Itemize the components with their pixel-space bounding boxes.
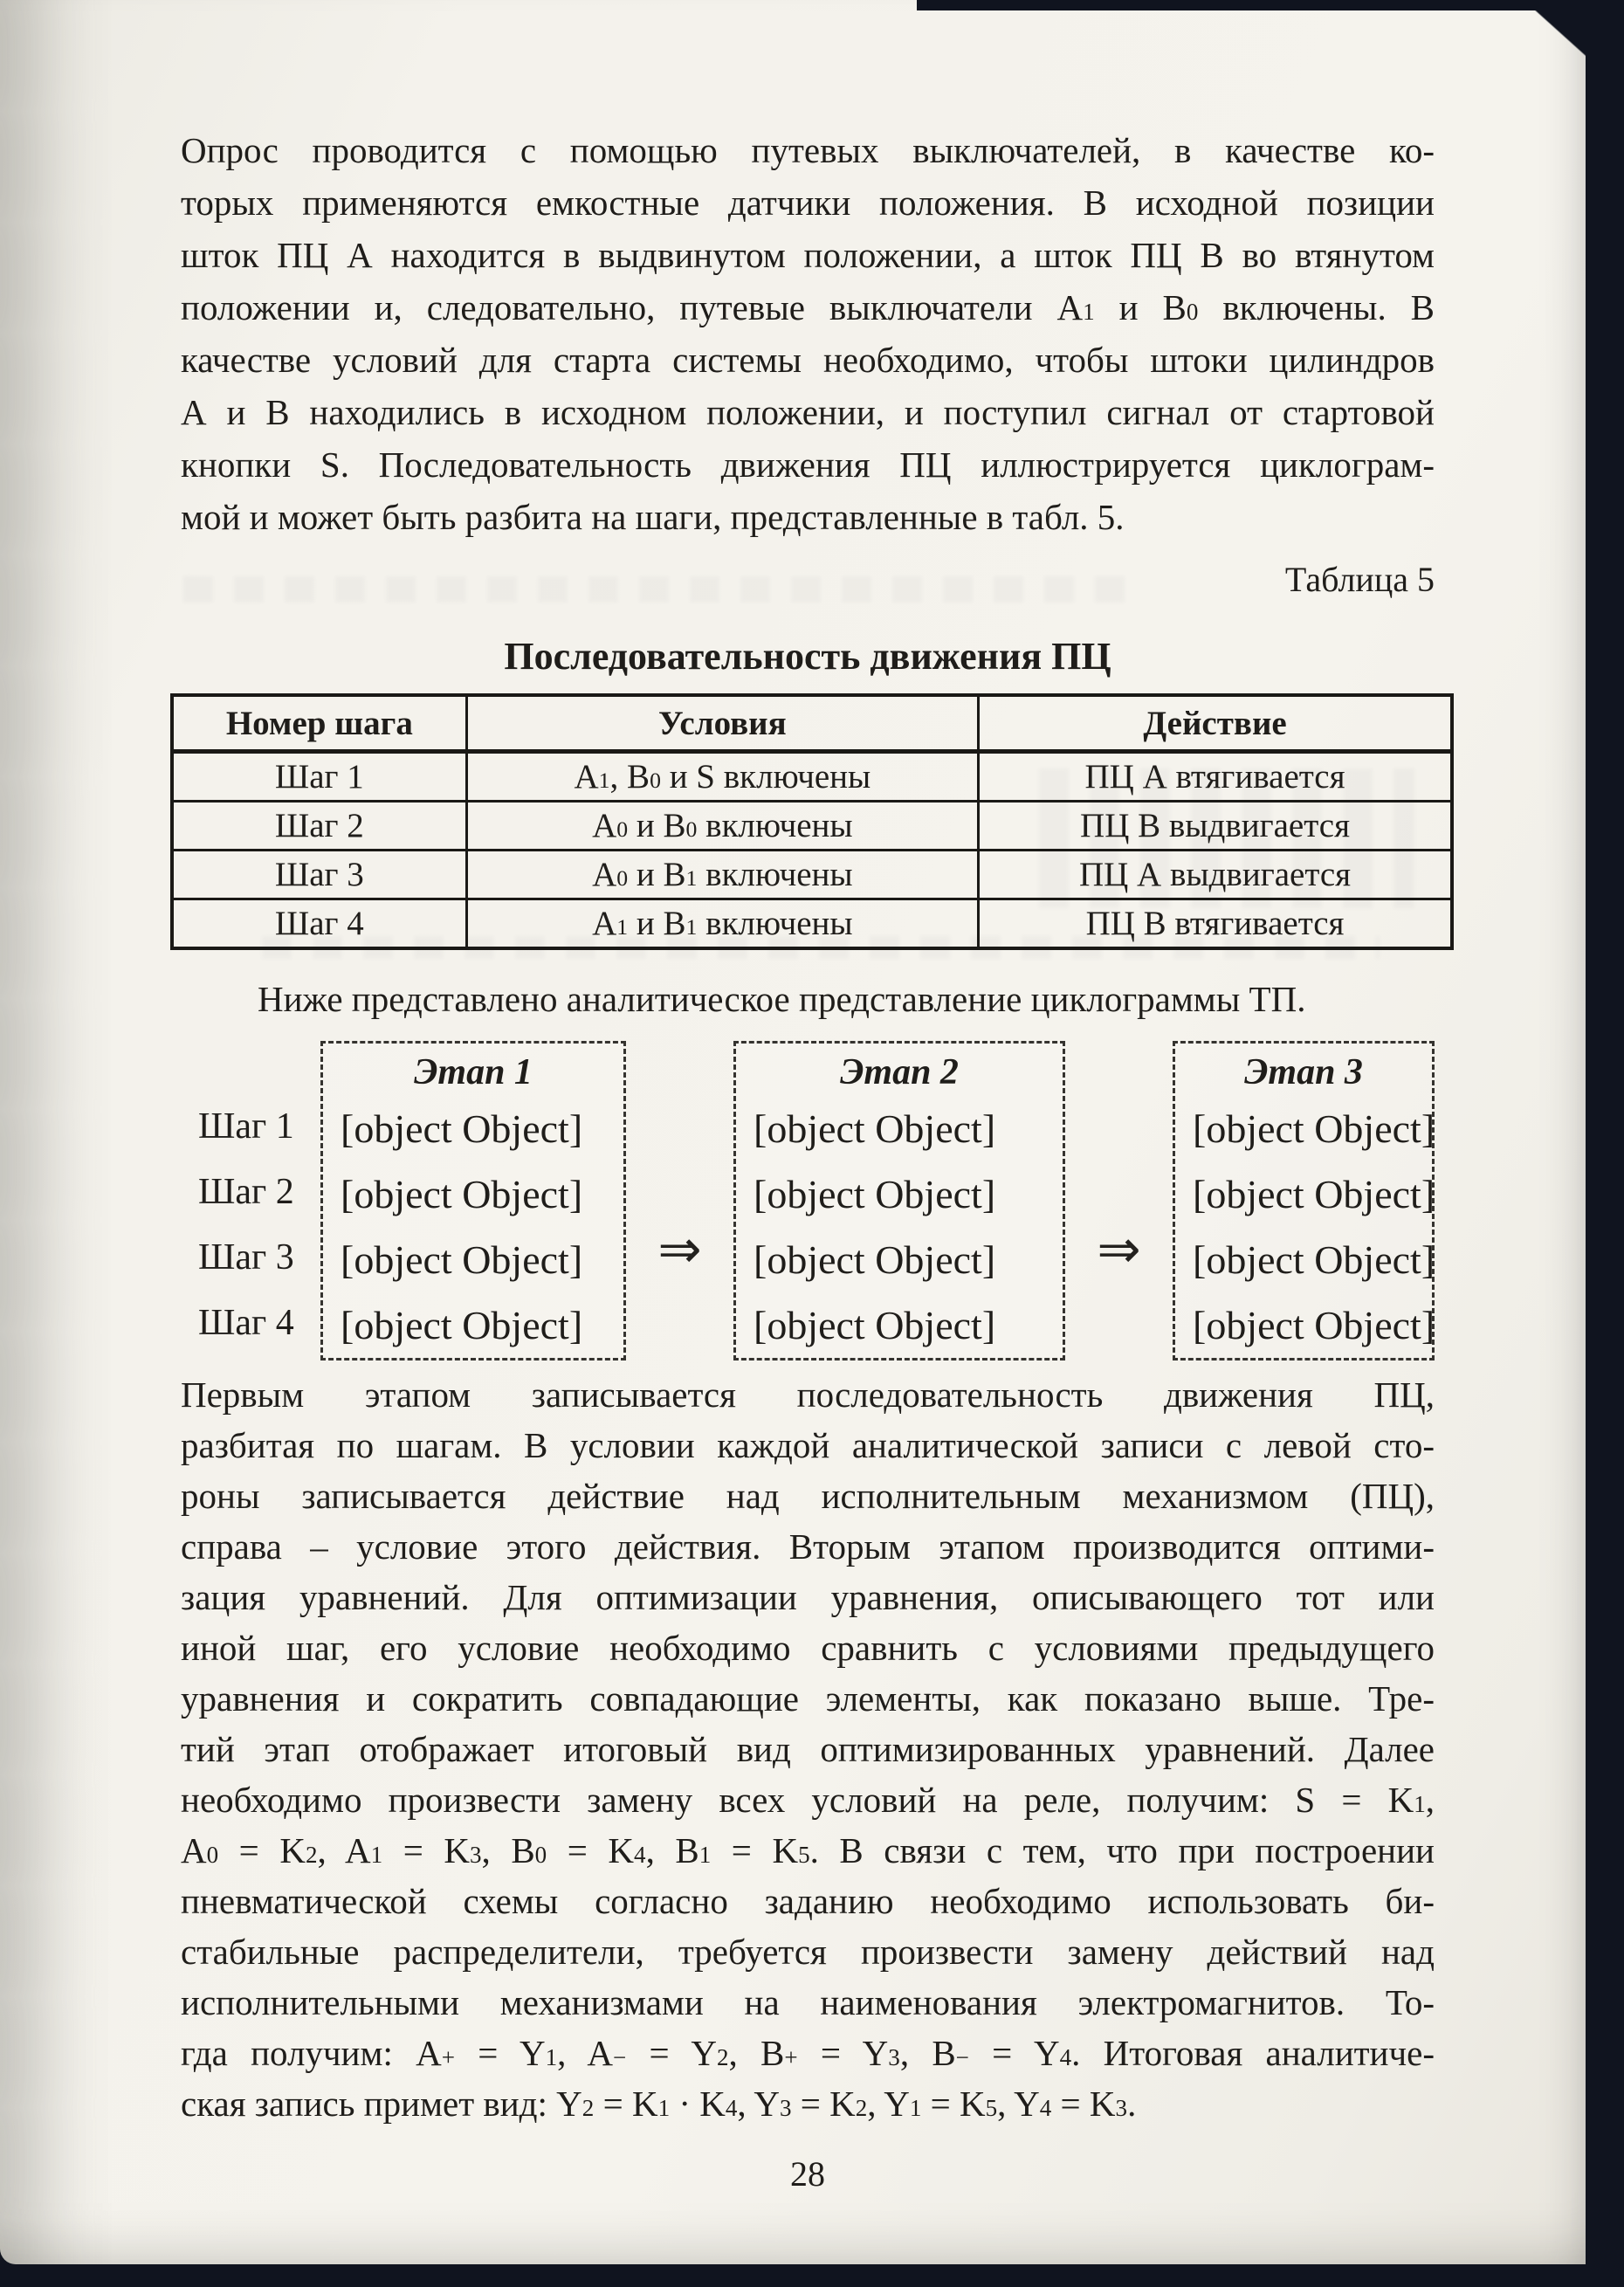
condition-cell: $A_1$ и $B_1$ включены xyxy=(466,899,978,949)
cyclogram-stages-diagram xyxy=(181,1041,1435,1369)
text-line: уравнения и сократить совпадающие элементы, как показано выше. Тре- xyxy=(181,1678,1435,1719)
table-number-label: Таблица 5 xyxy=(1284,560,1435,599)
stage-title: Этап 3 xyxy=(1244,1052,1363,1092)
action-cell: ПЦ В выдвигается xyxy=(979,802,1452,851)
stage-box xyxy=(1173,1041,1435,1360)
text-line: разбитая по шагам. В условии каждой аналитической записи с левой сто- xyxy=(181,1425,1435,1465)
action-cell: ПЦ В втягивается xyxy=(979,899,1452,949)
intro-paragraph xyxy=(181,124,1435,543)
text-line: мой и может быть разбита на шаги, представленные в табл. 5. xyxy=(181,497,1125,537)
movement-sequence-table xyxy=(170,693,1454,950)
condition-cell: $A_1$, $B_0$ и S включены xyxy=(466,752,978,802)
equation: [object Object] xyxy=(341,1237,583,1282)
text-line: необходимо произвести замену всех условий на реле, получим: $S = K_1$, xyxy=(181,1780,1435,1820)
text-line: иной шаг, его условие необходимо сравнить с условиями предыдущего xyxy=(181,1628,1435,1668)
table-row xyxy=(172,802,1452,851)
analytic-intro-line: Ниже представлено аналитическое представление циклограммы ТП. xyxy=(258,979,1306,1019)
step-cell: Шаг 3 xyxy=(172,851,466,899)
text-line: $A_0 = K_2$, $A_1 = K_3$, $B_0 = K_4$, $B_1 = K_5$. В связи с тем, что при построении xyxy=(181,1830,1435,1870)
table-row xyxy=(172,752,1452,802)
scan-edge xyxy=(917,0,1624,10)
scan-corner-shadow xyxy=(1472,0,1586,80)
step-cell: Шаг 2 xyxy=(172,802,466,851)
step-cell: Шаг 4 xyxy=(172,899,466,949)
table-header-cell: Номер шага xyxy=(172,695,466,752)
stage-gap xyxy=(626,1041,733,1360)
table-row xyxy=(172,851,1452,899)
condition-cell: $A_0$ и $B_0$ включены xyxy=(466,802,978,851)
text-line: гда получим: $A^+ = Y_1$, $A^- = Y_2$, $B^+ = Y_3$, $B^- = Y_4$. Итоговая аналитиче- xyxy=(181,2033,1435,2073)
text-line: торых применяются емкостные датчики положения. В исходной позиции xyxy=(181,183,1435,223)
text-line: шток ПЦ А находится в выдвинутом положении, а шток ПЦ В во втянутом xyxy=(181,235,1435,275)
equation: [object Object] xyxy=(754,1172,996,1216)
stage-box xyxy=(320,1041,626,1360)
stage-box xyxy=(733,1041,1065,1360)
double-arrow-icon: ⇒ xyxy=(657,1219,702,1280)
action-cell: ПЦ А втягивается xyxy=(979,752,1452,802)
step-label: Шаг 1 xyxy=(198,1106,294,1147)
table-header-cell: Действие xyxy=(979,695,1452,752)
step-label: Шаг 3 xyxy=(198,1236,294,1278)
text-line: пневматической схемы согласно заданию необходимо использовать би- xyxy=(181,1881,1435,1921)
text-line: справа – условие этого действия. Вторым этапом производится оптими- xyxy=(181,1526,1435,1567)
text-line: тий этап отображает итоговый вид оптимизированных уравнений. Далее xyxy=(181,1729,1435,1769)
equation: [object Object] xyxy=(341,1106,583,1151)
stage-title: Этап 2 xyxy=(840,1052,959,1092)
step-label: Шаг 4 xyxy=(198,1302,294,1343)
body-paragraph xyxy=(181,1369,1435,2129)
table-row xyxy=(172,899,1452,949)
text-line: зация уравнений. Для оптимизации уравнения, описывающего тот или xyxy=(181,1577,1435,1617)
step-label-column xyxy=(198,1041,320,1355)
stage-gap xyxy=(1065,1041,1173,1360)
equation: [object Object] xyxy=(754,1237,996,1282)
text-line: качестве условий для старта системы необходимо, чтобы штоки цилиндров xyxy=(181,340,1435,380)
equation: [object Object] xyxy=(1193,1106,1435,1151)
equation: [object Object] xyxy=(754,1106,996,1151)
page-content xyxy=(181,124,1435,2194)
equation: [object Object] xyxy=(1193,1303,1435,1347)
text-line: кнопки S. Последовательность движения ПЦ иллюстрируется циклограм- xyxy=(181,444,1435,485)
step-cell: Шаг 1 xyxy=(172,752,466,802)
condition-cell: $A_0$ и $B_1$ включены xyxy=(466,851,978,899)
equation: [object Object] xyxy=(341,1172,583,1216)
equation: [object Object] xyxy=(1193,1172,1435,1216)
text-line: исполнительными механизмами на наименования электромагнитов. То- xyxy=(181,1982,1435,2022)
text-line: Первым этапом записывается последовательность движения ПЦ, xyxy=(181,1374,1435,1415)
step-label: Шаг 2 xyxy=(198,1171,294,1212)
text-line: ская запись примет вид: $Y_2 = K_1 \cdot K_4$, $Y_3 = K_2$, $Y_1 = K_5$, $Y_4 = K_3$. xyxy=(181,2084,1137,2124)
equation: [object Object] xyxy=(1193,1237,1435,1282)
double-arrow-icon: ⇒ xyxy=(1097,1219,1141,1280)
table-title: Последовательность движения ПЦ xyxy=(504,635,1111,678)
text-line: Опрос проводится с помощью путевых выключателей, в качестве ко- xyxy=(181,130,1435,170)
equation: [object Object] xyxy=(341,1303,583,1347)
equation: [object Object] xyxy=(754,1303,996,1347)
table-header-cell: Условия xyxy=(466,695,978,752)
action-cell: ПЦ А выдвигается xyxy=(979,851,1452,899)
text-line: положении и, следовательно, путевые выключатели $A_1$ и $B_0$ включены. В xyxy=(181,287,1435,327)
stage-title: Этап 1 xyxy=(414,1052,533,1092)
text-line: роны записывается действие над исполнительным механизмом (ПЦ), xyxy=(181,1476,1435,1516)
text-line: А и В находились в исходном положении, и поступил сигнал от стартовой xyxy=(181,392,1435,432)
page-number: 28 xyxy=(790,2154,825,2194)
table-header-row xyxy=(172,695,1452,752)
text-line: стабильные распределители, требуется произвести замену действий над xyxy=(181,1932,1435,1972)
